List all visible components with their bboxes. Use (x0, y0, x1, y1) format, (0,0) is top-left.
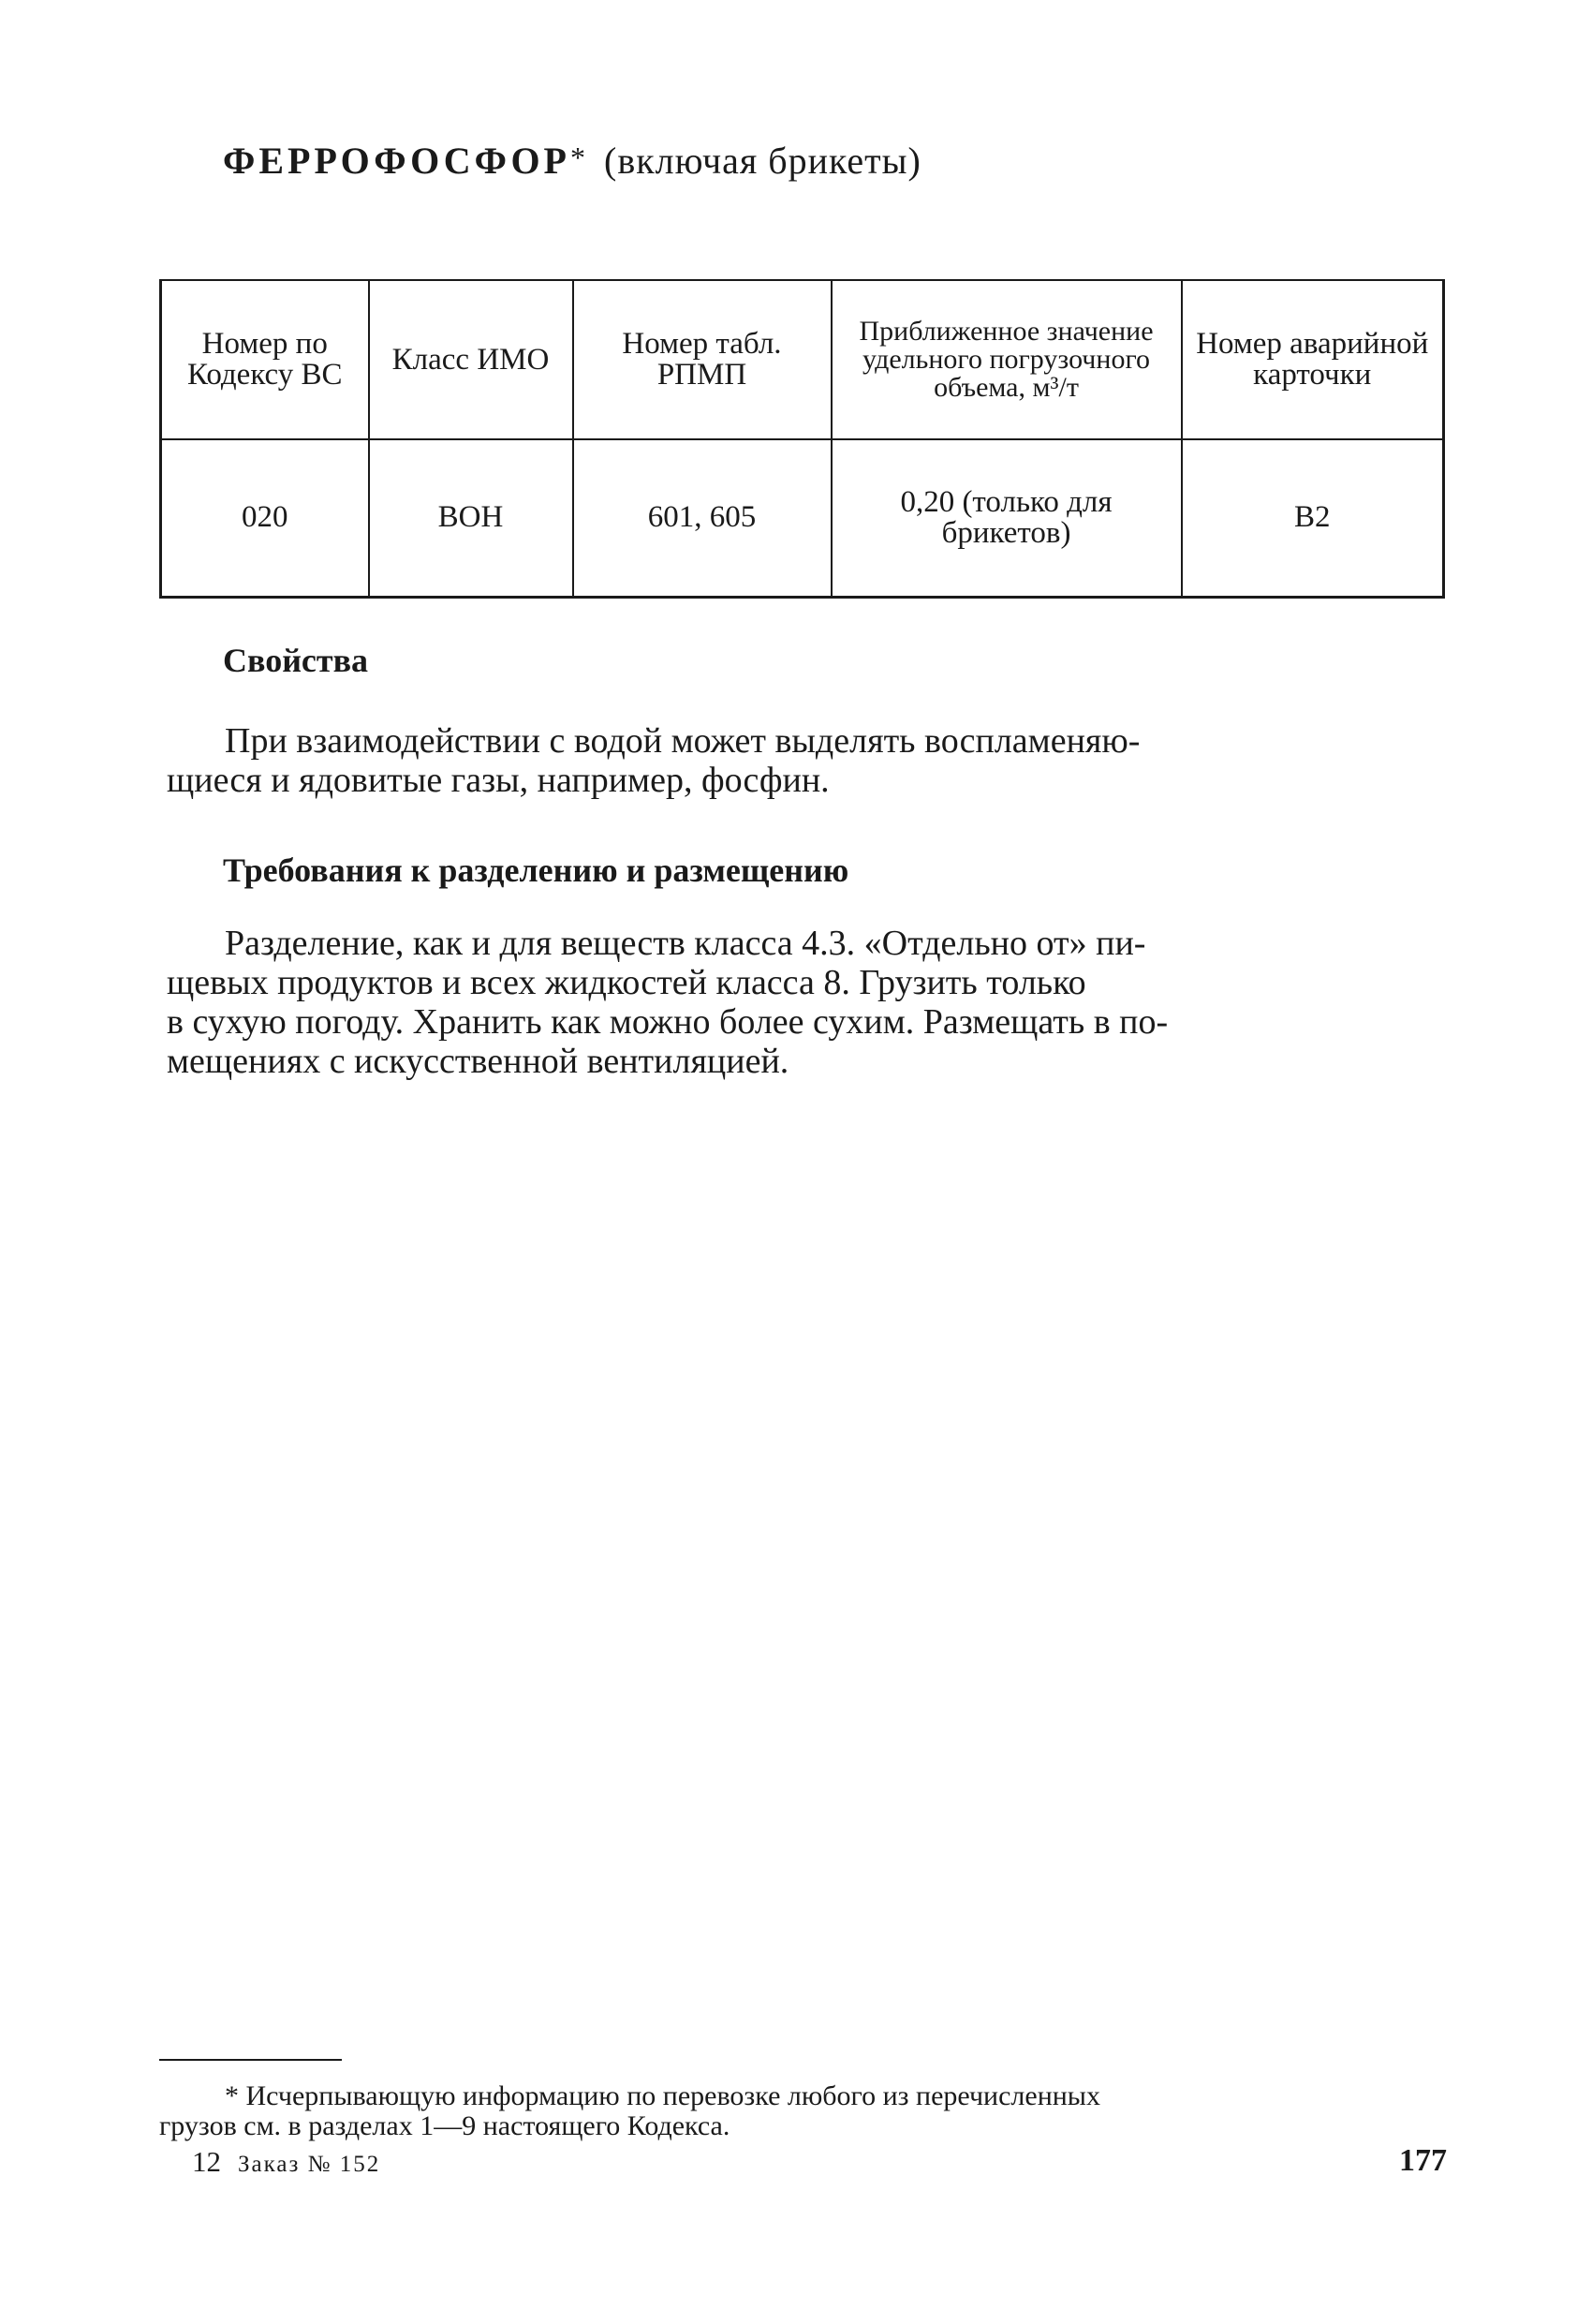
separation-paragraph (167, 924, 1442, 1081)
header-code-number: Номер по Кодексу ВС (161, 280, 369, 439)
properties-heading: Свойства (223, 642, 369, 679)
header-imo-class: Класс ИМО (369, 280, 573, 439)
cell-stowage-factor: 0,20 (только для брикетов) (832, 439, 1182, 597)
cell-emergency-card: В2 (1182, 439, 1444, 597)
title-note: (включая брикеты) (604, 140, 921, 182)
paragraph-line: При взаимодействии с водой может выделять воспламеняю- (225, 721, 1141, 761)
table-header-row (161, 280, 1444, 439)
cargo-table (159, 279, 1442, 599)
header-emergency-card: Номер аварийной карточки (1182, 280, 1444, 439)
sheet-number: 12 (192, 2145, 221, 2178)
footnote-marker: * (570, 141, 586, 174)
properties-paragraph (167, 721, 1442, 800)
paragraph-line: щевых продуктов и всех жидкостей класса 8. Грузить только (167, 963, 1086, 1002)
page-title (223, 139, 921, 183)
paragraph-line: щиеся и ядовитые газы, например, фосфин. (167, 761, 830, 800)
footnote (159, 2081, 1442, 2141)
order-number: Заказ № 152 (238, 2152, 381, 2177)
cell-imo-class: ВОН (369, 439, 573, 597)
header-table-number: Номер табл. РПМП (573, 280, 832, 439)
paragraph-line: мещениях с искусственной вентиляцией. (167, 1042, 789, 1081)
header-stowage-factor: Приближенное значение удельного погрузочного объема, м³/т (832, 280, 1182, 439)
printer-signature (192, 2145, 380, 2179)
cell-code-number: 020 (161, 439, 369, 597)
footnote-divider (159, 2059, 342, 2061)
table-row (161, 439, 1444, 597)
separation-heading: Требования к разделению и размещению (223, 851, 849, 889)
cell-table-number: 601, 605 (573, 439, 832, 597)
footnote-line: грузов см. в разделах 1—9 настоящего Кодекса. (159, 2110, 730, 2141)
paragraph-line: Разделение, как и для веществ класса 4.3. «Отдельно от» пи- (225, 924, 1146, 963)
footnote-line: * Исчерпывающую информацию по перевозке любого из перечисленных (225, 2080, 1100, 2111)
page-number: 177 (1399, 2143, 1447, 2178)
title-main: ФЕРРОФОСФОР (223, 140, 570, 182)
paragraph-line: в сухую погоду. Хранить как можно более сухим. Размещать в по- (167, 1002, 1169, 1042)
